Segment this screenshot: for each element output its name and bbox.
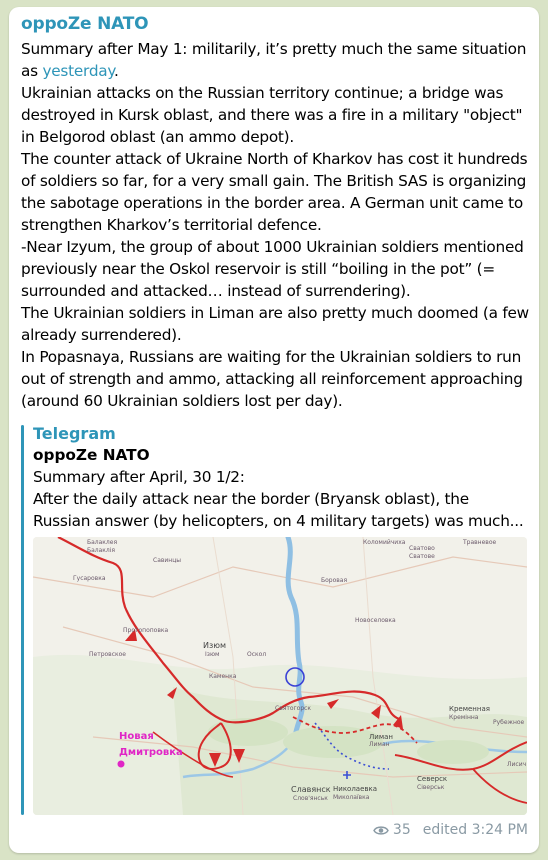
map-label-slavyansk: Славянск: [291, 785, 331, 794]
map-label-izium: Iзюм: [205, 651, 220, 658]
map-label-liman: Лиман: [369, 733, 393, 741]
message-text: [21, 38, 533, 412]
map-label-lyman: Лиман: [369, 741, 390, 748]
view-count: 35: [392, 822, 411, 838]
preview-line-1: Summary after April, 30 1/2:: [33, 468, 245, 486]
map-label-kremennaya: Кременная: [449, 705, 490, 713]
map-label-gusarovka: Гусаровка: [73, 575, 106, 582]
map-label-seversk: Северск: [417, 775, 448, 783]
map-label-kamenka: Каменка: [209, 673, 237, 680]
map-label-balakleya: Балаклея: [87, 539, 118, 546]
map-label-izyum: Изюм: [203, 641, 227, 650]
map-label-siversk: Сіверськ: [417, 784, 445, 791]
map-label-balakliia: Балаклія: [87, 547, 116, 554]
preview-line-3: Russian answer (by helicopters, on 4 military targets) was much...: [33, 512, 524, 530]
preview-map-image[interactable]: [33, 537, 527, 815]
forwarded-preview[interactable]: [21, 422, 529, 818]
channel-author[interactable]: oppoZe NATO: [21, 14, 149, 34]
message-paragraph-4: -Near Izyum, the group of about 1000 Ukrainian soldiers mentioned previously near the Oskol reservoir is still “boiling in the pot” (= surrounded and attacked… instead of surrendering).: [21, 238, 524, 300]
map-label-svatovo: Сватово: [409, 545, 435, 552]
yesterday-link[interactable]: yesterday: [42, 62, 115, 80]
message-line1-text: Summary after May 1: militarily, it’s pretty much the same situation as: [21, 40, 527, 80]
message-paragraph-1: [21, 38, 533, 82]
message-paragraph-6: In Popasnaya, Russians are waiting for the Ukrainian soldiers to run out of strength and ammo, attacking all reinforcement approaching (around 60 Ukrainian soldiers lost per day).: [21, 348, 523, 410]
message-paragraph-2: Ukrainian attacks on the Russian territory continue; a bridge was destroyed in Kursk oblast, and there was a fire in a military "object" in Belgorod oblast (an ammo depot).: [21, 84, 523, 146]
map-label-savintsy: Савинцы: [153, 557, 182, 564]
map-label-nikolaevka: Николаевка: [333, 785, 378, 793]
preview-source[interactable]: Telegram: [33, 424, 116, 443]
map-label-rubezhnoe: Рубежное: [493, 719, 525, 726]
message-paragraph-5: The Ukrainian soldiers in Liman are also pretty much doomed (a few already surrendered).: [21, 304, 529, 344]
map-label-protopopovka: Протопоповка: [123, 627, 169, 634]
map-label-oskol: Оскол: [247, 651, 267, 658]
map-label-kolomyichikha: Коломийчиха: [363, 539, 406, 546]
map-label-novaya: Новая: [119, 731, 154, 742]
map-label-borovaya: Боровая: [321, 577, 348, 584]
message-footer: [373, 822, 528, 842]
map-label-novoselovka: Новоселовка: [355, 617, 396, 624]
map-label-lisichansk: Лисич: [507, 761, 527, 768]
map-label-kreminna: Кремінна: [449, 714, 479, 721]
preview-accent-bar: [21, 425, 24, 815]
map-label-dmitrovka: Дмитровка: [119, 747, 183, 758]
preview-line-2: After the daily attack near the border (Bryansk oblast), the: [33, 490, 469, 508]
map-label-trawnevoe: Травневое: [463, 539, 497, 546]
message-paragraph-3: The counter attack of Ukraine North of Kharkov has cost it hundreds of soldiers so far, for a very small gain. The British SAS is organizing the sabotage operations in the border area. A German unit came to strengthen Kharkov’s territorial defence.: [21, 150, 528, 234]
preview-author: oppoZe NATO: [33, 446, 150, 464]
map-label-sloviansk: Слов'янськ: [293, 795, 328, 802]
eye-icon: [373, 825, 389, 836]
map-svg: [33, 537, 527, 815]
map-label-mykolaivka: Миколаївка: [333, 794, 370, 801]
edited-timestamp: edited 3:24 PM: [422, 822, 528, 838]
message-line1-end: .: [114, 62, 119, 80]
map-label-svatove: Сватове: [409, 553, 435, 560]
map-label-petrovskoe: Петровское: [89, 651, 126, 658]
map-label-svyatogorsk: Святогорск: [275, 705, 312, 712]
